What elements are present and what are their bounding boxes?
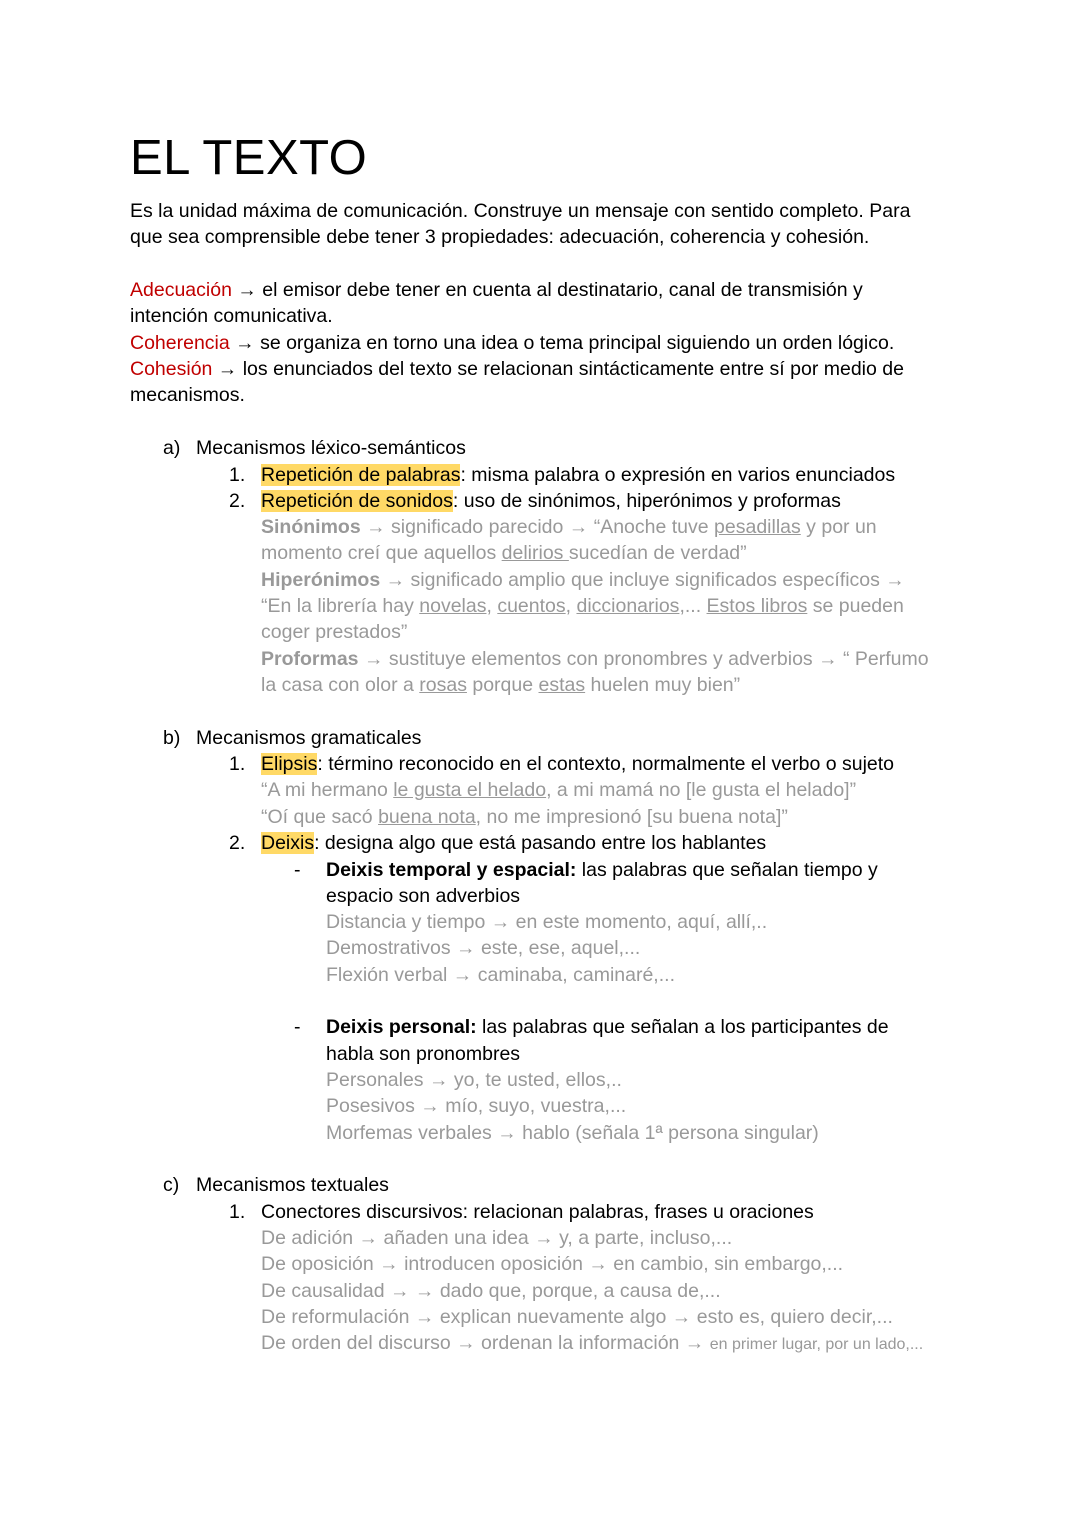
section-a-item-2-text: : uso de sinónimos, hiperónimos y proformas: [452, 490, 841, 512]
deixis-temporal-dash: -: [294, 859, 301, 881]
hiperonimos-term: Hiperónimos: [261, 569, 381, 591]
elipsis-example-1: [261, 777, 856, 803]
elipsis-example-1-end: , a mi mamá no [le gusta el helado]”: [546, 779, 857, 801]
highlight-deixis: Deixis: [261, 832, 315, 854]
underline-delirios: delirios: [501, 542, 569, 564]
section-a-item-1-number: 1.: [229, 464, 246, 486]
underline-le-gusta-el-helado: le gusta el helado: [393, 779, 547, 801]
proformas-text: → sustituye elementos con pronombres y adverbios → “ Perfumo: [358, 648, 929, 670]
sinonimos-line-1: [261, 514, 877, 540]
deixis-temporal-term: Deixis temporal y espacial:: [326, 859, 577, 881]
section-a-item-1: [261, 462, 895, 488]
section-a-item-1-text: : misma palabra o expresión en varios enunciados: [460, 464, 896, 486]
cohesion-line-1: [130, 356, 904, 382]
underline-buena-nota: buena nota: [378, 806, 476, 828]
elipsis-example-2-start: “Oí que sacó: [261, 806, 379, 828]
section-b-heading: Mecanismos gramaticales: [196, 727, 422, 749]
deixis-personal-line-2: habla son pronombres: [326, 1043, 521, 1065]
section-b-item-1-number: 1.: [229, 753, 246, 775]
proformas-line-2: [261, 672, 740, 698]
coherencia-term: Coherencia: [130, 332, 230, 354]
deixis-temporal-example-1: Distancia y tiempo → en este momento, aquí, allí,..: [326, 911, 768, 933]
section-b-marker: b): [163, 727, 181, 749]
proformas-line-2-text: la casa con olor a: [261, 674, 420, 696]
highlight-elipsis: Elipsis: [261, 753, 318, 775]
conector-orden-examples: en primer lugar, por un lado,...: [709, 1336, 924, 1353]
section-b-item-2-number: 2.: [229, 832, 246, 854]
proformas-line-2-end: huelen muy bien”: [585, 674, 741, 696]
separator: ,...: [679, 595, 707, 617]
underline-diccionarios: diccionarios: [576, 595, 680, 617]
elipsis-example-1-start: “A mi hermano: [261, 779, 394, 801]
deixis-personal-text: las palabras que señalan a los participantes de: [476, 1016, 889, 1038]
underline-pesadillas: pesadillas: [714, 516, 801, 538]
sinonimos-term: Sinónimos: [261, 516, 361, 538]
deixis-personal-line-1: [326, 1014, 889, 1040]
section-c-heading: Mecanismos textuales: [196, 1174, 389, 1196]
page-title: EL TEXTO: [130, 131, 368, 185]
underline-cuentos: cuentos: [497, 595, 566, 617]
cohesion-term: Cohesión: [130, 358, 213, 380]
section-c-item-1-number: 1.: [229, 1201, 246, 1223]
deixis-personal-example-3: Morfemas verbales → hablo (señala 1ª persona singular): [326, 1122, 819, 1144]
hiperonimos-line-2-text: “En la librería hay: [261, 595, 420, 617]
underline-rosas: rosas: [419, 674, 467, 696]
section-a-item-2: [261, 488, 841, 514]
section-b-item-2-text: : designa algo que está pasando entre los hablantes: [314, 832, 767, 854]
adecuacion-term: Adecuación: [130, 279, 232, 301]
conector-causalidad: De causalidad → → dado que, porque, a causa de,...: [261, 1280, 721, 1302]
highlight-repeticion-sonidos: Repetición de sonidos: [261, 490, 453, 512]
highlight-repeticion-palabras: Repetición de palabras: [261, 464, 461, 486]
coherencia-definition: → se organiza en torno una idea o tema principal siguiendo un orden lógico.: [229, 332, 895, 354]
section-b-item-2: [261, 830, 766, 856]
deixis-temporal-example-3: Flexión verbal → caminaba, caminaré,...: [326, 964, 675, 986]
separator: ,: [565, 595, 577, 617]
intro-line-2: que sea comprensible debe tener 3 propiedades: adecuación, coherencia y cohesión.: [130, 226, 870, 248]
deixis-personal-example-1: Personales → yo, te usted, ellos,..: [326, 1069, 622, 1091]
underline-estas: estas: [538, 674, 586, 696]
cohesion-definition: → los enunciados del texto se relacionan sintácticamente entre sí por medio de: [212, 358, 904, 380]
adecuacion-line-1: [130, 277, 863, 303]
sinonimos-line-2: [261, 540, 747, 566]
hiperonimos-text: → significado amplio que incluye significados específicos →: [380, 569, 905, 591]
section-c-marker: c): [163, 1174, 180, 1196]
cohesion-line-2: mecanismos.: [130, 384, 245, 406]
deixis-temporal-line-1: [326, 857, 878, 883]
proformas-middle: porque: [466, 674, 539, 696]
conector-adicion: De adición → añaden una idea → y, a parte, incluso,...: [261, 1227, 733, 1249]
section-c-item-1: Conectores discursivos: relacionan palabras, frases u oraciones: [261, 1201, 814, 1223]
adecuacion-definition: → el emisor debe tener en cuenta al destinatario, canal de transmisión y: [231, 279, 863, 301]
hiperonimos-line-3: coger prestados”: [261, 621, 408, 643]
underline-novelas: novelas: [419, 595, 487, 617]
section-b-item-1: [261, 751, 894, 777]
deixis-personal-dash: -: [294, 1016, 301, 1038]
deixis-temporal-line-2: espacio son adverbios: [326, 885, 521, 907]
coherencia-line: [130, 330, 894, 356]
adecuacion-line-2: intención comunicativa.: [130, 305, 333, 327]
section-a-marker: a): [163, 437, 181, 459]
elipsis-example-2: [261, 804, 788, 830]
elipsis-example-2-end: , no me impresionó [su buena nota]”: [475, 806, 788, 828]
conector-orden: [261, 1330, 923, 1358]
section-a-heading: Mecanismos léxico-semánticos: [196, 437, 466, 459]
hiperonimos-line-1: [261, 567, 905, 593]
underline-estos-libros: Estos libros: [706, 595, 808, 617]
separator: ,: [486, 595, 498, 617]
conector-reformulacion: De reformulación → explican nuevamente algo → esto es, quiero decir,...: [261, 1306, 893, 1328]
sinonimos-text-end: y por un: [800, 516, 877, 538]
proformas-line-1: [261, 646, 929, 672]
sinonimos-text: → significado parecido → “Anoche tuve: [360, 516, 715, 538]
conector-orden-text: De orden del discurso → ordenan la información →: [261, 1332, 710, 1354]
deixis-temporal-example-2: Demostrativos → este, ese, aquel,...: [326, 937, 641, 959]
hiperonimos-line-2: [261, 593, 904, 619]
intro-line-1: Es la unidad máxima de comunicación. Construye un mensaje con sentido completo. Para: [130, 200, 911, 222]
deixis-temporal-text: las palabras que señalan tiempo y: [576, 859, 878, 881]
conector-oposicion: De oposición → introducen oposición → en cambio, sin embargo,...: [261, 1253, 844, 1275]
proformas-term: Proformas: [261, 648, 359, 670]
sinonimos-line-2-end: sucedían de verdad”: [568, 542, 747, 564]
hiperonimos-line-2-end: se pueden: [807, 595, 904, 617]
sinonimos-line-2-text: momento creí que aquellos: [261, 542, 502, 564]
section-a-item-2-number: 2.: [229, 490, 246, 512]
deixis-personal-term: Deixis personal:: [326, 1016, 477, 1038]
section-b-item-1-text: : término reconocido en el contexto, normalmente el verbo o sujeto: [317, 753, 895, 775]
deixis-personal-example-2: Posesivos → mío, suyo, vuestra,...: [326, 1095, 627, 1117]
